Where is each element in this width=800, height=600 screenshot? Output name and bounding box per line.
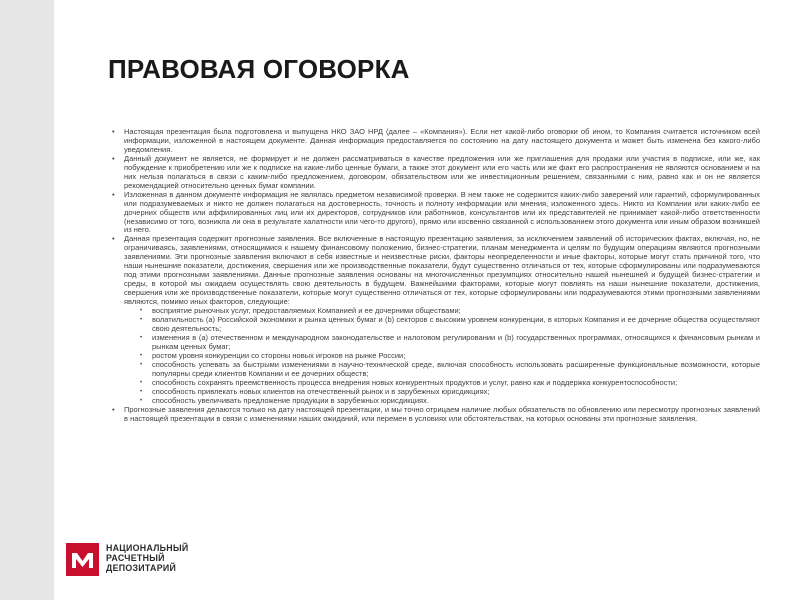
risk-factor-item: • способность сохранять преемственность процесса внедрения новых конкурентных продуктов и услуг, равно как и поддержка конкурентоспособности; <box>124 379 760 388</box>
company-logo <box>66 541 196 581</box>
risk-factor-item: • волатильность (а) Российской экономики и рынка ценных бумаг и (b) секторов с высоким уровнем конкуренции, в которых Компания и ее дочерние общества осуществляют свою деятельность; <box>124 316 760 334</box>
logo-line: НАЦИОНАЛЬНЫЙ <box>106 543 189 553</box>
risk-factor-item: • способность привлекать новых клиентов на отечественный рынок и в зарубежных юрисдикциях; <box>124 388 760 397</box>
risk-factor-item: • способность успевать за быстрыми изменениями в научно-технической среде, включая способность использовать расширенные функциональные возможности, которые популярны среди клиентов Компании и ее дочерних обществ; <box>124 361 760 379</box>
risk-factor-item: • способность увеличивать предложение продукции в зарубежных юрисдикциях. <box>124 397 760 406</box>
disclaimer-paragraph: • Прогнозные заявления делаются только на дату настоящей презентации, и мы точно отрицаем наличие любых обязательств по обновлению или пересмотру прогнозных заявлений в настоящей презентации в связи с изменениями наших ожиданий, или перемен в условиях или обстоятельствах, на которых основаны эти прогнозные заявления. <box>112 406 760 424</box>
disclaimer-body <box>112 128 760 423</box>
disclaimer-paragraph <box>112 235 760 405</box>
risk-factor-item: • восприятие рыночных услуг, предоставляемых Компанией и ее дочерними обществами; <box>124 307 760 316</box>
disclaimer-list <box>112 128 760 423</box>
logo-line: ДЕПОЗИТАРИЙ <box>106 563 177 573</box>
disclaimer-paragraph: • Настоящая презентация была подготовлена и выпущена НКО ЗАО НРД (далее – «Компания»). Если нет какой-либо оговорки об ином, то Компания считается источником всей информации, изложенной в настоящем документе. Данная информация предоставляется по состоянию на дату настоящего документа и может быть изменена без какого-либо уведомления. <box>112 128 760 155</box>
nsd-logo-icon <box>66 543 99 576</box>
risk-factors-list <box>124 307 760 405</box>
risk-factor-item: • изменения в (а) отечественном и международном законодательстве и налоговом регулировании и (b) государственных программах, относящихся к финансовым рынкам и рынкам ценных бумаг; <box>124 334 760 352</box>
forward-looking-text: Данная презентация содержит прогнозные заявления. Все включенные в настоящую презентацию заявления, за исключением заявлений об исторических фактах, включая, но, не ограничиваясь, заявлениями, относящимися к нашему финансовому положению, бизнес-стратегии, планам менеджмента и целям по будущим операциям являются прогнозными заявлениями. Эти прогнозные заявления включают в себя известные и неизвестные риски, факторы неопределенности и иные факторы, которые могут стать причиной того, что наши нынешние показатели, достижения, свершения или же производственные показатели, будут существенно отличаться от тех, которые сформулированы или подразумеваются под этими прогнозными заявлениями. Данные прогнозные заявления основаны на многочисленных презумпциях относительно нашей нынешней и будущей бизнес-стратегии и среды, в которой мы ожидаем осуществлять свою деятельность в будущем. Важнейшими факторами, которые могут повлиять на наши нынешние показатели, достижения, свершения или же производственные показатели, которые могут существенно отличаться от тех, которые сформулированы или подразумеваются этими прогнозными заявлениями являются, помимо иных факторов, следующие: <box>124 234 760 307</box>
left-stripe <box>0 0 54 600</box>
slide-title: ПРАВОВАЯ ОГОВОРКА <box>108 54 410 84</box>
disclaimer-paragraph: • Изложенная в данном документе информация не являлась предметом независимой проверки. В нем также не содержится каких-либо заверений или гарантий, сформулированных или подразумеваемых и никто не должен полагаться на достоверность, точность и полноту информации или мнения, изложенного здесь. Никто из Компании или каких-либо ее дочерних обществ или аффилированных лиц или их директоров, сотрудников или работников, консультантов или их представителей не принимает какой-либо ответственности (независимо от того, возникла ли она в результате халатности или чего-то другого), прямо или косвенно связанной с использованием этого документа или иным образом возникшей из него. <box>112 191 760 236</box>
risk-factor-item: • ростом уровня конкуренции со стороны новых игроков на рынке России; <box>124 352 760 361</box>
logo-line: РАСЧЕТНЫЙ <box>106 553 165 563</box>
disclaimer-paragraph: • Данный документ не является, не формирует и не должен рассматриваться в качестве предложения или же приглашения для продажи или участия в подписке, или же, как побуждение к приобретению или же к подписке на какие-либо ценные бумаги, а также этот документ или его часть или же факт его распространения не являются основанием и на них нельзя полагаться в связи с каким-либо предложением, договором, обязательством или же инвестиционным решением, связанными с ним, равно как и он не является рекомендацией относительно ценных бумаг компании. <box>112 155 760 191</box>
logo-wordmark <box>106 543 189 573</box>
